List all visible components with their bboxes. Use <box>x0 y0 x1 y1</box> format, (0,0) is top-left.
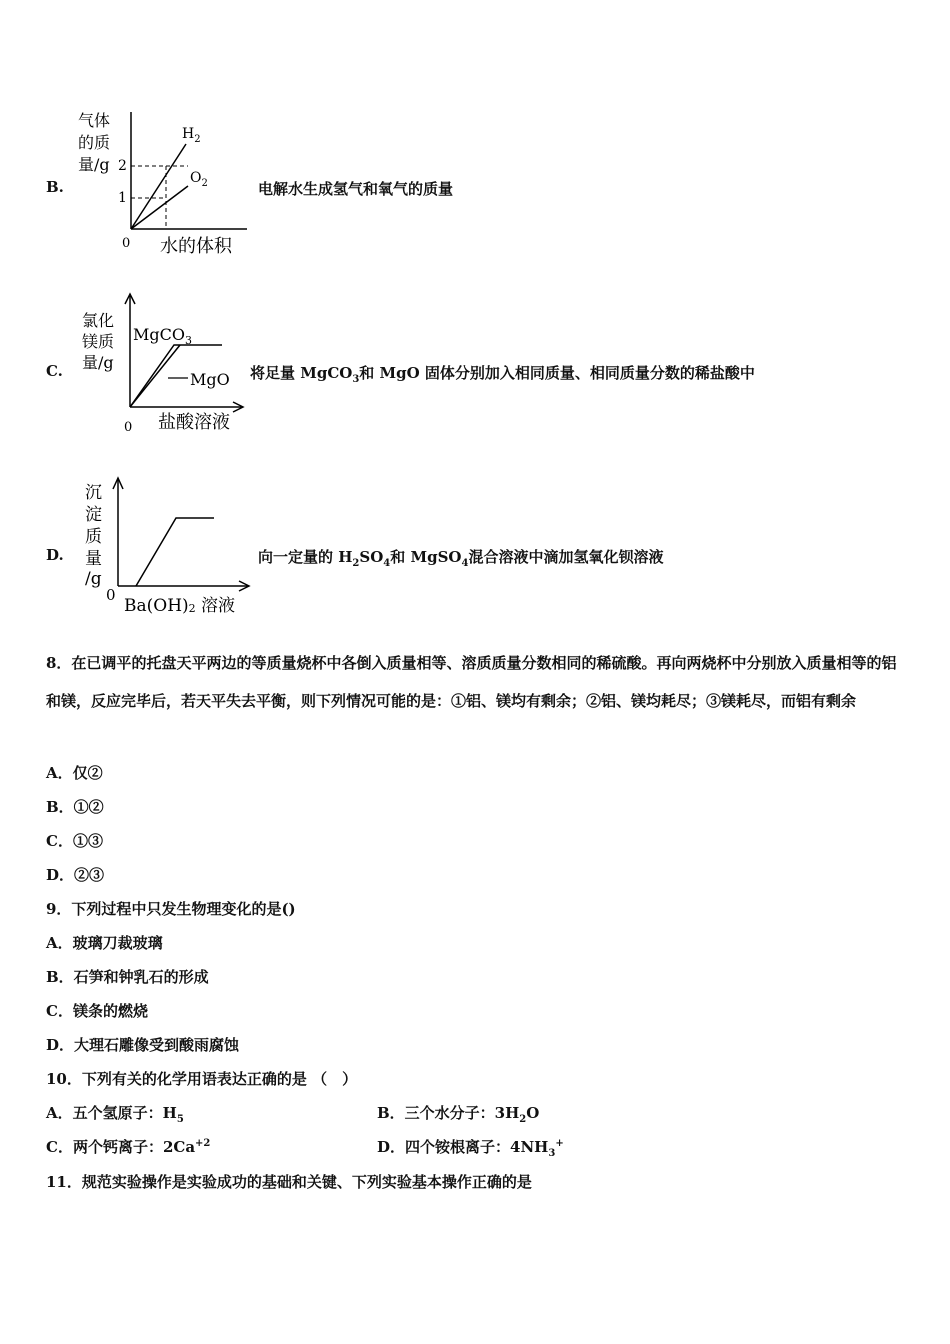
graph-d-line-precipitate <box>136 518 214 586</box>
question-10-option-b: B．三个水分子：$3H_2O$ <box>377 1104 540 1125</box>
graph-b-tick-2: 2 <box>118 158 127 174</box>
graph-d-ylabel-3: 质 <box>85 527 102 547</box>
graph-b-line-o2 <box>131 186 188 229</box>
graph-c-ylabel-2: 镁质 <box>82 332 115 351</box>
question-10-option-a: A．五个氢原子：$H_5$ <box>46 1104 184 1125</box>
graph-c-ylabel-3: 量/g <box>82 353 114 372</box>
graph-b-origin: 0 <box>122 236 131 251</box>
question-10-option-d: D．四个铵根离子：$4NH_3^+$ <box>377 1138 564 1159</box>
option-letter-b: B. <box>46 178 64 196</box>
question-8-option-c: C．①③ <box>46 832 103 850</box>
graph-d-ylabel-5: /g <box>85 569 102 589</box>
graph-c-line-mgo <box>130 345 180 407</box>
graph-d-caption: 向一定量的 $H_2SO_4$和 MgSO$_4$混合溶液中滴加氢氧化钡溶液 <box>258 548 664 569</box>
graph-d-ylabel-2: 淀 <box>85 505 102 525</box>
question-8-option-b: B．①② <box>46 798 104 816</box>
question-9-option-d: D．大理石雕像受到酸雨腐蚀 <box>46 1036 240 1054</box>
graph-c <box>76 290 251 438</box>
question-11-stem: 11．规范实验操作是实验成功的基础和关键、下列实验基本操作正确的是 <box>46 1173 532 1191</box>
graph-d-ylabel-1: 沉 <box>85 483 102 503</box>
graph-d-origin: 0 <box>106 586 116 604</box>
graph-c-xlabel: 盐酸溶液 <box>158 412 230 433</box>
question-10-stem: 10．下列有关的化学用语表达正确的是 （ ） <box>46 1070 358 1088</box>
graph-c-origin: 0 <box>124 420 133 435</box>
graph-b-label-h2: $H_2$ <box>182 126 201 145</box>
question-10-option-c: C．两个钙离子：$2Ca^{+2}$ <box>46 1138 211 1156</box>
question-9-option-a: A．玻璃刀裁玻璃 <box>46 934 163 952</box>
graph-b-label-o2: $O_2$ <box>190 170 208 189</box>
graph-b-xlabel: 水的体积 <box>160 236 232 257</box>
question-8-stem: 8．在已调平的托盘天平两边的等质量烧杯中各倒入质量相等、溶质质量分数相同的稀硫酸。再向两烧杯中分别放入质量相等的铝和镁，反应完毕后，若天平失去平衡，则下列情况可能的是：①铝、镁均有剩余；②铝、镁均耗尽；③镁耗尽，而铝有剩余 <box>46 654 897 710</box>
graph-b-tick-1: 1 <box>118 190 127 206</box>
graph-d <box>78 474 258 620</box>
graph-b-ylabel-1: 气体 <box>78 111 111 130</box>
graph-b <box>70 106 255 261</box>
question-8-option-d: D．②③ <box>46 866 105 884</box>
graph-c-caption: 将足量 MgCO$_3$和 MgO 固体分别加入相同质量、相同质量分数的稀盐酸中 <box>250 364 755 385</box>
graph-d-xlabel: Ba(OH)2 溶液 <box>124 596 236 616</box>
graph-b-ylabel-2: 的质 <box>78 133 111 152</box>
graph-c-label-mgco3: MgCO$_3$ <box>133 325 192 347</box>
question-8-option-a: A．仅② <box>46 764 103 782</box>
question-9-stem: 9．下列过程中只发生物理变化的是() <box>46 900 296 918</box>
graph-b-line-h2 <box>131 144 186 229</box>
graph-b-caption: 电解水生成氢气和氧气的质量 <box>258 180 454 198</box>
graph-b-ylabel-3: 量/g <box>78 155 110 174</box>
graph-c-ylabel-1: 氯化 <box>82 311 115 330</box>
question-9-option-c: C．镁条的燃烧 <box>46 1002 148 1020</box>
option-letter-d: D. <box>46 546 64 564</box>
graph-c-label-mgo: MgO <box>190 370 230 389</box>
question-9-option-b: B．石笋和钟乳石的形成 <box>46 968 209 986</box>
option-letter-c: C. <box>46 362 63 380</box>
graph-d-ylabel-4: 量 <box>85 549 102 569</box>
